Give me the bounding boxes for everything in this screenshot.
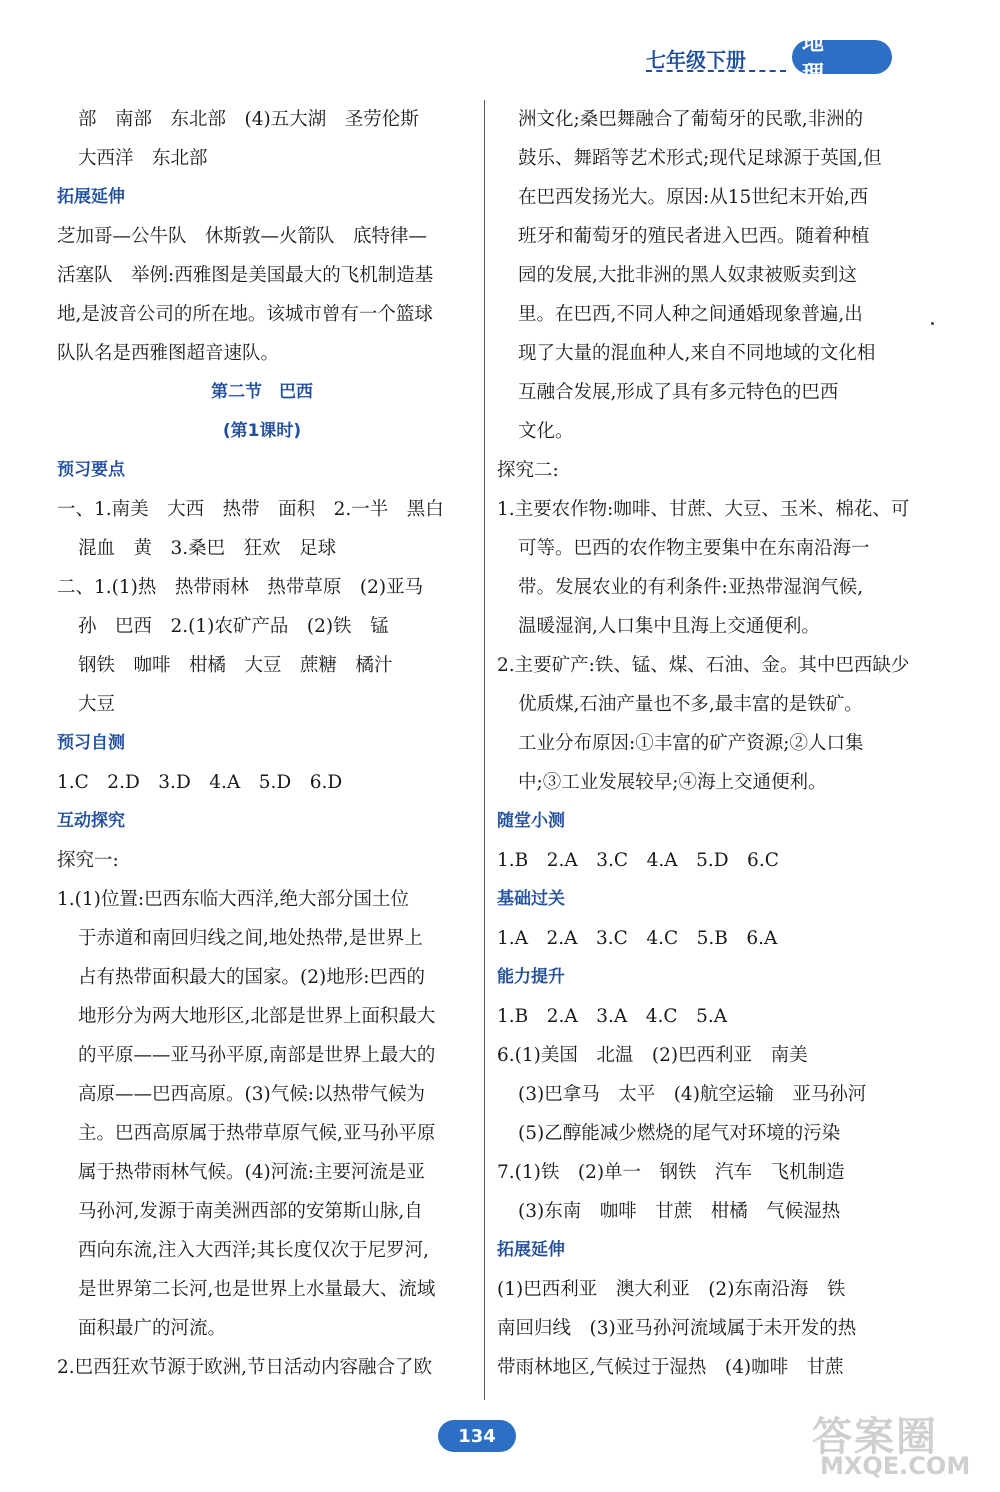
answer-line: 2.巴西狂欢节源于欧洲,节日活动内容融合了欧 xyxy=(57,1357,433,1378)
answer-line: 二、1.(1)热 热带雨林 热带草原 (2)亚马 xyxy=(57,577,424,598)
answer-line: 属于热带雨林气候。(4)河流:主要河流是亚 xyxy=(78,1162,425,1183)
answer-line: 大西洋 东北部 xyxy=(78,148,208,169)
column-divider xyxy=(484,100,485,1400)
answer-line: 温暖湿润,人口集中且海上交通便利。 xyxy=(518,616,820,637)
answer-line: 互融合发展,形成了具有多元特色的巴西 xyxy=(518,382,839,403)
answer-line: 的平原——亚马孙平原,南部是世界上最大的 xyxy=(78,1045,436,1066)
answer-line: 文化。 xyxy=(518,421,574,442)
answer-line: 带。发展农业的有利条件:亚热带湿润气候, xyxy=(518,577,864,598)
answer-line: 孙 巴西 2.(1)农矿产品 (2)铁 锰 xyxy=(78,616,389,637)
section-heading: 能力提升 xyxy=(497,967,565,987)
subject-badge: 地 理 xyxy=(792,40,892,74)
answer-line: 主。巴西高原属于热带草原气候,亚马孙平原 xyxy=(78,1123,436,1144)
answer-line: 钢铁 咖啡 柑橘 大豆 蔗糖 橘汁 xyxy=(78,655,393,676)
answer-line: 现了大量的混血种人,来自不同地域的文化相 xyxy=(518,343,876,364)
answer-line: 地形分为两大地形区,北部是世界上面积最大 xyxy=(78,1006,436,1027)
answer-line: 可等。巴西的农作物主要集中在东南沿海一 xyxy=(518,538,870,559)
answer-line: 1.(1)位置:巴西东临大西洋,绝大部分国土位 xyxy=(57,889,409,910)
answer-line: 工业分布原因:①丰富的矿产资源;②人口集 xyxy=(518,733,864,754)
answer-line: 地,是波音公司的所在地。该城市曾有一个篮球 xyxy=(57,304,433,325)
answer-line: 一、1.南美 大西 热带 面积 2.一半 黑白 xyxy=(57,499,444,520)
page-number: 134 xyxy=(438,1420,516,1452)
page-header xyxy=(646,31,896,87)
answer-line: 6.(1)美国 北温 (2)巴西利亚 南美 xyxy=(497,1045,808,1066)
section-heading: 拓展延伸 xyxy=(57,187,125,207)
section-heading: 预习自测 xyxy=(57,733,125,753)
answer-line: 带雨林地区,气候过于湿热 (4)咖啡 甘蔗 xyxy=(497,1357,844,1378)
answer-line: (3)东南 咖啡 甘蔗 柑橘 气候湿热 xyxy=(518,1201,841,1222)
answer-line: 洲文化;桑巴舞融合了葡萄牙的民歌,非洲的 xyxy=(518,109,864,130)
answer-line: 2.主要矿产:铁、锰、煤、石油、金。其中巴西缺少 xyxy=(497,655,910,676)
answer-line: 大豆 xyxy=(78,694,116,715)
section-heading: 预习要点 xyxy=(57,460,125,480)
answer-line: 活塞队 举例:西雅图是美国最大的飞机制造基 xyxy=(57,265,434,286)
answer-line: 西向东流,注入大西洋;其长度仅次于尼罗河, xyxy=(78,1240,429,1261)
section-heading: 基础过关 xyxy=(497,889,565,909)
chapter-title: 第二节 巴西 xyxy=(211,382,313,402)
lesson-subtitle: (第1课时) xyxy=(222,421,302,441)
answer-line: 探究一: xyxy=(57,850,119,871)
answer-line: 中;③工业发展较早;④海上交通便利。 xyxy=(518,772,827,793)
answer-line: 优质煤,石油产量也不多,最丰富的是铁矿。 xyxy=(518,694,863,715)
answer-line: 部 南部 东北部 (4)五大湖 圣劳伦斯 xyxy=(78,109,419,130)
answer-line: 探究二: xyxy=(497,460,559,481)
answer-line: 鼓乐、舞蹈等艺术形式;现代足球源于英国,但 xyxy=(518,148,882,169)
answer-line: 混血 黄 3.桑巴 狂欢 足球 xyxy=(78,538,337,559)
answer-line: 里。在巴西,不同人种之间通婚现象普遍,出 xyxy=(518,304,863,325)
header-dashed-rule xyxy=(646,70,786,72)
grade-label: 七年级下册 xyxy=(646,48,746,72)
answer-line: 面积最广的河流。 xyxy=(78,1318,227,1339)
answer-line: 南回归线 (3)亚马孙河流域属于未开发的热 xyxy=(497,1318,857,1339)
answer-line: 芝加哥—公牛队 休斯敦—火箭队 底特律— xyxy=(57,226,428,247)
watermark-logo: 答案圈 xyxy=(812,1414,938,1460)
answer-line: 1.A 2.A 3.C 4.C 5.B 6.A xyxy=(497,928,778,949)
answer-line: (3)巴拿马 太平 (4)航空运输 亚马孙河 xyxy=(518,1084,867,1105)
section-heading: 互动探究 xyxy=(57,811,125,831)
answer-line: 班牙和葡萄牙的殖民者进入巴西。随着种植 xyxy=(518,226,870,247)
answer-line: 7.(1)铁 (2)单一 钢铁 汽车 飞机制造 xyxy=(497,1162,845,1183)
answer-line: 于赤道和南回归线之间,地处热带,是世界上 xyxy=(78,928,423,949)
margin-mark xyxy=(931,322,934,325)
right-column xyxy=(497,100,910,1387)
left-column xyxy=(57,100,467,1387)
answer-line: 队队名是西雅图超音速队。 xyxy=(57,343,280,364)
answer-line: 高原——巴西高原。(3)气候:以热带气候为 xyxy=(78,1084,425,1105)
section-heading: 随堂小测 xyxy=(497,811,565,831)
answer-line: 在巴西发扬光大。原因:从15世纪末开始,西 xyxy=(518,187,869,208)
answer-line: 1.主要农作物:咖啡、甘蔗、大豆、玉米、棉花、可 xyxy=(497,499,910,520)
answer-line: 马孙河,发源于南美洲西部的安第斯山脉,自 xyxy=(78,1201,423,1222)
answer-line: 园的发展,大批非洲的黑人奴隶被贩卖到这 xyxy=(518,265,857,286)
watermark-url: MXQE.COM xyxy=(820,1452,971,1480)
answer-line: 1.C 2.D 3.D 4.A 5.D 6.D xyxy=(57,772,343,793)
answer-line: 是世界第二长河,也是世界上水量最大、流域 xyxy=(78,1279,436,1300)
answer-line: 1.B 2.A 3.C 4.A 5.D 6.C xyxy=(497,850,779,871)
answer-line: (1)巴西利亚 澳大利亚 (2)东南沿海 铁 xyxy=(497,1279,846,1300)
answer-line: 占有热带面积最大的国家。(2)地形:巴西的 xyxy=(78,967,425,988)
section-heading: 拓展延伸 xyxy=(497,1240,565,1260)
answer-line: 1.B 2.A 3.A 4.C 5.A xyxy=(497,1006,728,1027)
answer-line: (5)乙醇能减少燃烧的尾气对环境的污染 xyxy=(518,1123,841,1144)
